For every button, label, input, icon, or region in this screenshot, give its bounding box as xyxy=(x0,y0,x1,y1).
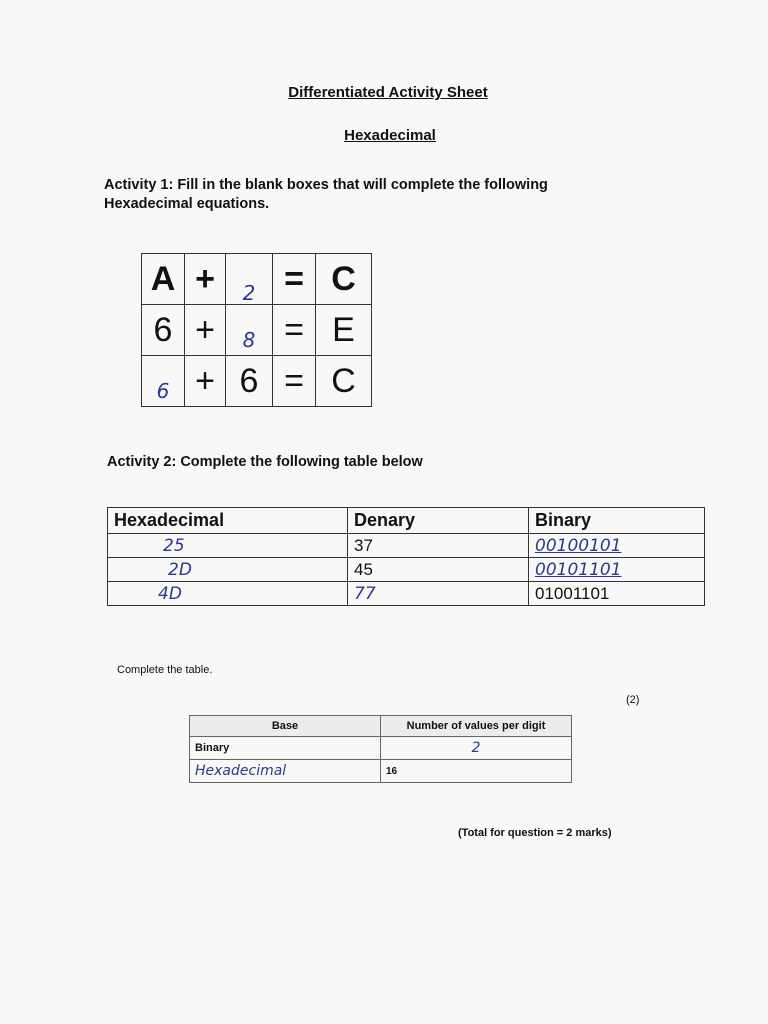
equation-cell: 6 xyxy=(142,305,185,356)
handwritten-answer: 4D xyxy=(158,583,182,604)
table-row xyxy=(190,760,572,783)
equation-cell: E xyxy=(316,305,372,356)
hex-equation-grid xyxy=(141,253,372,407)
denary-cell[interactable] xyxy=(348,582,529,606)
equation-cell: = xyxy=(273,305,316,356)
handwritten-answer: 25 xyxy=(163,535,185,556)
equation-cell: C xyxy=(316,254,372,305)
hex-cell[interactable] xyxy=(108,558,348,582)
activity1-instruction-line2: Hexadecimal equations. xyxy=(104,196,270,212)
answer-cell[interactable] xyxy=(226,254,273,305)
handwritten-answer: 2 xyxy=(471,740,481,756)
binary-cell: 01001101 xyxy=(529,582,705,606)
equation-cell: = xyxy=(273,356,316,407)
denary-cell: 45 xyxy=(348,558,529,582)
equation-cell: 6 xyxy=(226,356,273,407)
handwritten-answer: 6 xyxy=(156,378,170,403)
conversion-table xyxy=(107,507,705,606)
table-row xyxy=(108,558,705,582)
equation-row xyxy=(142,356,372,407)
answer-cell[interactable] xyxy=(142,356,185,407)
equation-row xyxy=(142,305,372,356)
equation-cell: = xyxy=(273,254,316,305)
equation-cell: C xyxy=(316,356,372,407)
binary-cell[interactable] xyxy=(529,534,705,558)
equation-cell: A xyxy=(142,254,185,305)
hex-cell[interactable] xyxy=(108,534,348,558)
denary-cell: 37 xyxy=(348,534,529,558)
table-row xyxy=(108,582,705,606)
base-cell[interactable] xyxy=(190,760,381,783)
equation-cell: + xyxy=(185,254,226,305)
column-header: Hexadecimal xyxy=(108,508,348,534)
handwritten-answer: 2D xyxy=(168,559,192,580)
handwritten-answer: 8 xyxy=(242,327,256,352)
column-header: Binary xyxy=(529,508,705,534)
table-row xyxy=(190,737,572,760)
total-marks: (Total for question = 2 marks) xyxy=(458,827,612,839)
hex-cell[interactable] xyxy=(108,582,348,606)
handwritten-answer: 00101101 xyxy=(535,559,622,580)
answer-cell[interactable] xyxy=(226,305,273,356)
page-subtitle: Hexadecimal xyxy=(344,127,436,144)
binary-cell[interactable] xyxy=(529,558,705,582)
table-row xyxy=(108,534,705,558)
column-header: Denary xyxy=(348,508,529,534)
equation-cell: + xyxy=(185,305,226,356)
page-title: Differentiated Activity Sheet xyxy=(288,84,488,101)
marks-label: (2) xyxy=(626,694,640,706)
table-header-row xyxy=(108,508,705,534)
table-header-row xyxy=(190,716,572,737)
handwritten-answer: 2 xyxy=(242,280,256,305)
equation-cell: + xyxy=(185,356,226,407)
base-cell: Binary xyxy=(190,737,381,760)
values-cell: 16 xyxy=(381,760,572,783)
activity1-instruction-line1: Activity 1: Fill in the blank boxes that will complete the following xyxy=(104,177,548,193)
activity3-instruction: Complete the table. xyxy=(117,664,213,676)
handwritten-answer: 77 xyxy=(354,583,376,604)
column-header: Number of values per digit xyxy=(381,716,572,737)
activity2-instruction: Activity 2: Complete the following table below xyxy=(107,454,423,470)
base-table xyxy=(189,715,572,783)
handwritten-answer: Hexadecimal xyxy=(195,763,287,779)
column-header: Base xyxy=(190,716,381,737)
equation-row xyxy=(142,254,372,305)
values-cell[interactable] xyxy=(381,737,572,760)
handwritten-answer: 00100101 xyxy=(535,535,622,556)
activity1-instruction xyxy=(104,176,548,214)
